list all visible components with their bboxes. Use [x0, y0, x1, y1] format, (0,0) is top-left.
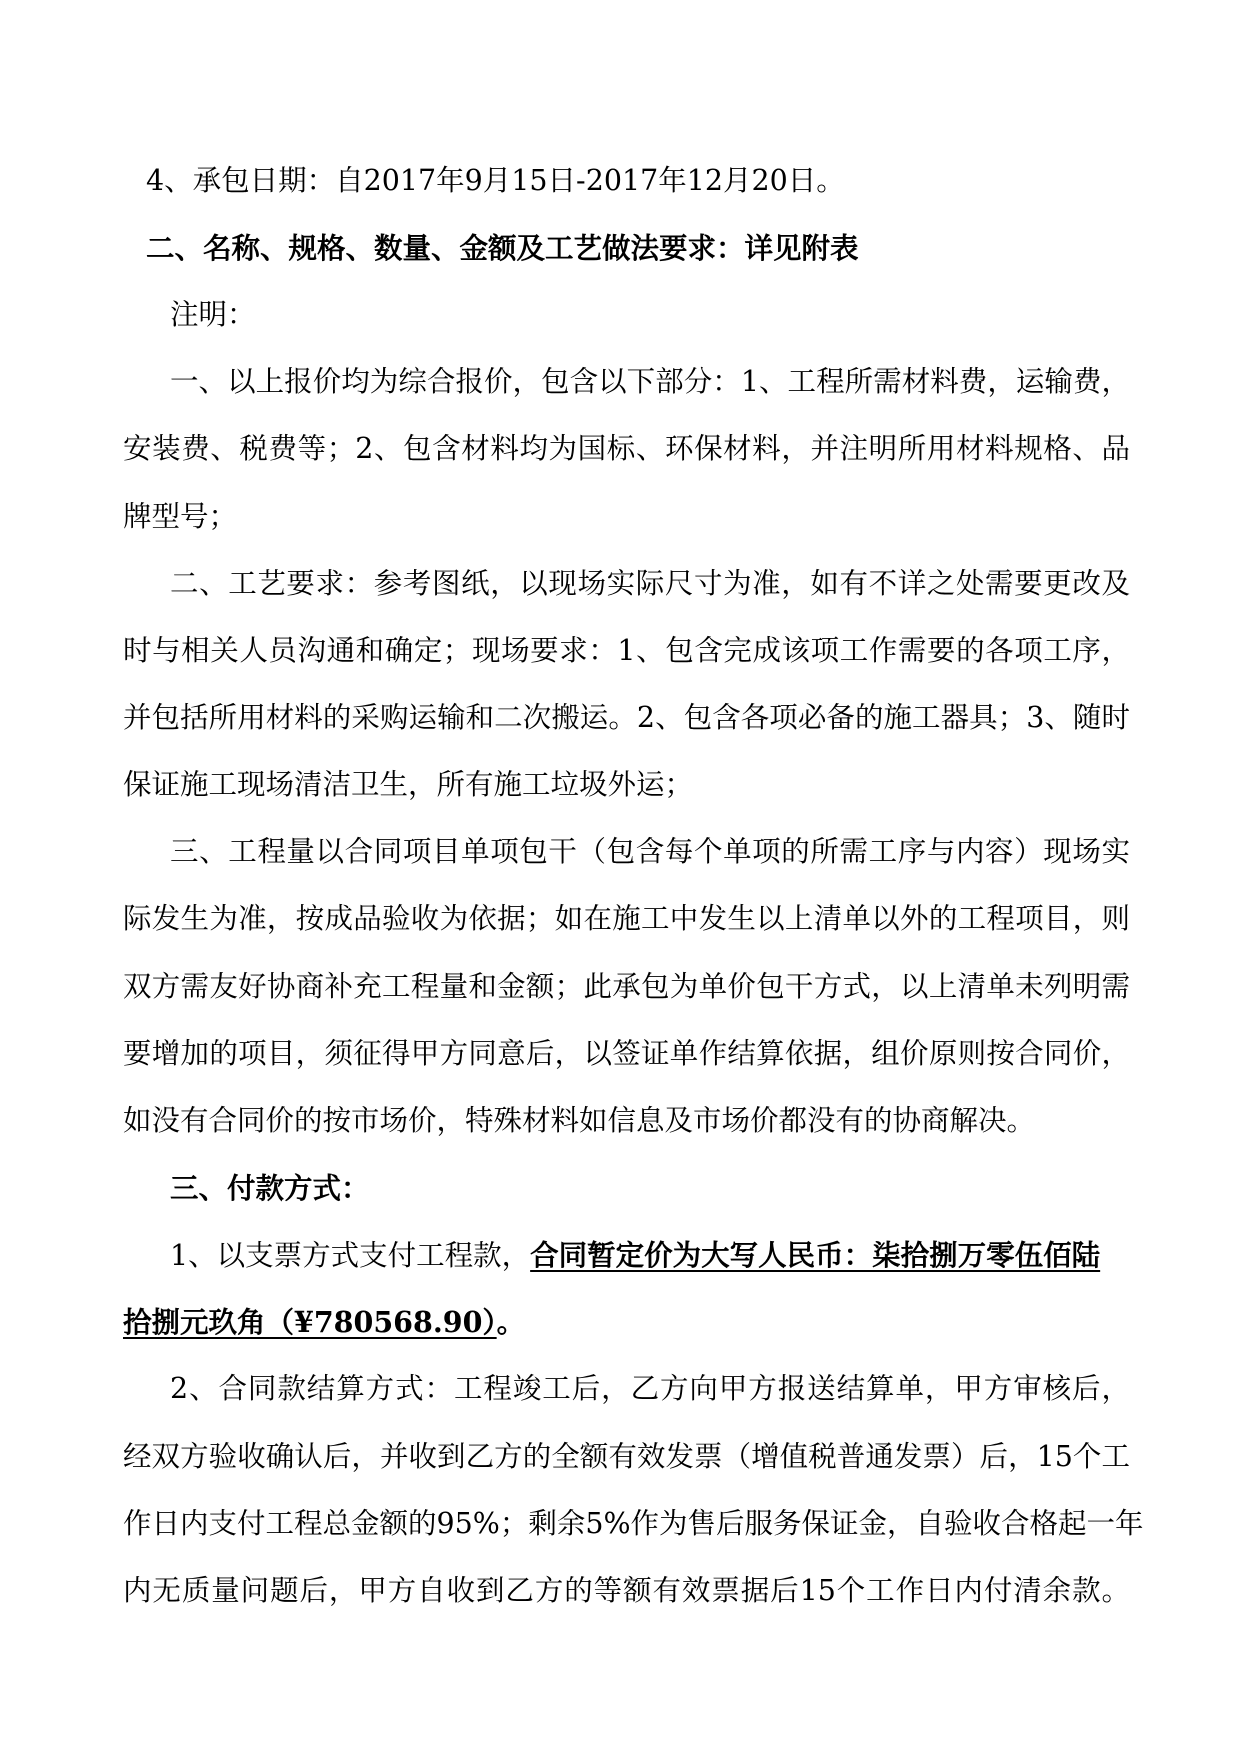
section-two-title: 二、名称、规格、数量、金额及工艺做法要求：详见附表: [146, 231, 859, 265]
payment-one-suffix: 。: [496, 1305, 526, 1339]
payment-one-prefix: 1、以支票方式支付工程款，: [170, 1239, 531, 1272]
payment-two-line-4: 内无质量问题后，甲方自收到乙方的等额有效票据后15个工作日内付清余款。: [123, 1574, 1130, 1607]
payment-title: 三、付款方式：: [170, 1171, 370, 1205]
note-one-line-3: 牌型号；: [123, 500, 238, 533]
contract-amount-text: 合同暂定价为大写人民币：柒拾捌万零伍佰陆: [530, 1238, 1101, 1272]
payment-one-line-1: [170, 1235, 1130, 1275]
note-two-line-4: 保证施工现场清洁卫生，所有施工垃圾外运；: [123, 768, 694, 801]
payment-two-line-3: 作日内支付工程总金额的95%；剩余5%作为售后服务保证金，自验收合格起一年: [123, 1507, 1144, 1540]
payment-two-line-1: 2、合同款结算方式：工程竣工后，乙方向甲方报送结算单，甲方审核后，: [170, 1372, 1130, 1405]
note-three-line-1: 三、工程量以合同项目单项包干（包含每个单项的所需工序与内容）现场实: [170, 835, 1130, 868]
note-three-line-3: 双方需友好协商补充工程量和金额；此承包为单价包干方式，以上清单未列明需: [123, 970, 1130, 1003]
note-one-line-2: 安装费、税费等；2、包含材料均为国标、环保材料，并注明所用材料规格、品: [123, 432, 1130, 465]
note-three-line-2: 际发生为准，按成品验收为依据；如在施工中发生以上清单以外的工程项目，则: [123, 902, 1130, 935]
note-two-line-2: 时与相关人员沟通和确定；现场要求：1、包含完成该项工作需要的各项工序，: [123, 634, 1130, 667]
note-one-line-1: 一、以上报价均为综合报价，包含以下部分：1、工程所需材料费，运输费，: [170, 365, 1130, 398]
note-two-line-3: 并包括所用材料的采购运输和二次搬运。2、包含各项必备的施工器具；3、随时: [123, 701, 1130, 734]
note-label: 注明：: [170, 298, 256, 331]
note-three-line-4: 要增加的项目，须征得甲方同意后，以签证单作结算依据，组价原则按合同价，: [123, 1037, 1130, 1070]
contract-period: 4、承包日期：自2017年9月15日-2017年12月20日。: [146, 164, 845, 197]
payment-two-line-2: 经双方验收确认后，并收到乙方的全额有效发票（增值税普通发票）后，15个工: [123, 1440, 1130, 1473]
contract-amount-figure: 拾捌元玖角（¥780568.90）: [123, 1305, 497, 1339]
payment-one-line-2: [123, 1302, 525, 1342]
note-two-line-1: 二、工艺要求：参考图纸，以现场实际尺寸为准，如有不详之处需要更改及: [170, 567, 1130, 600]
note-three-line-5: 如没有合同价的按市场价，特殊材料如信息及市场价都没有的协商解决。: [123, 1104, 1036, 1137]
